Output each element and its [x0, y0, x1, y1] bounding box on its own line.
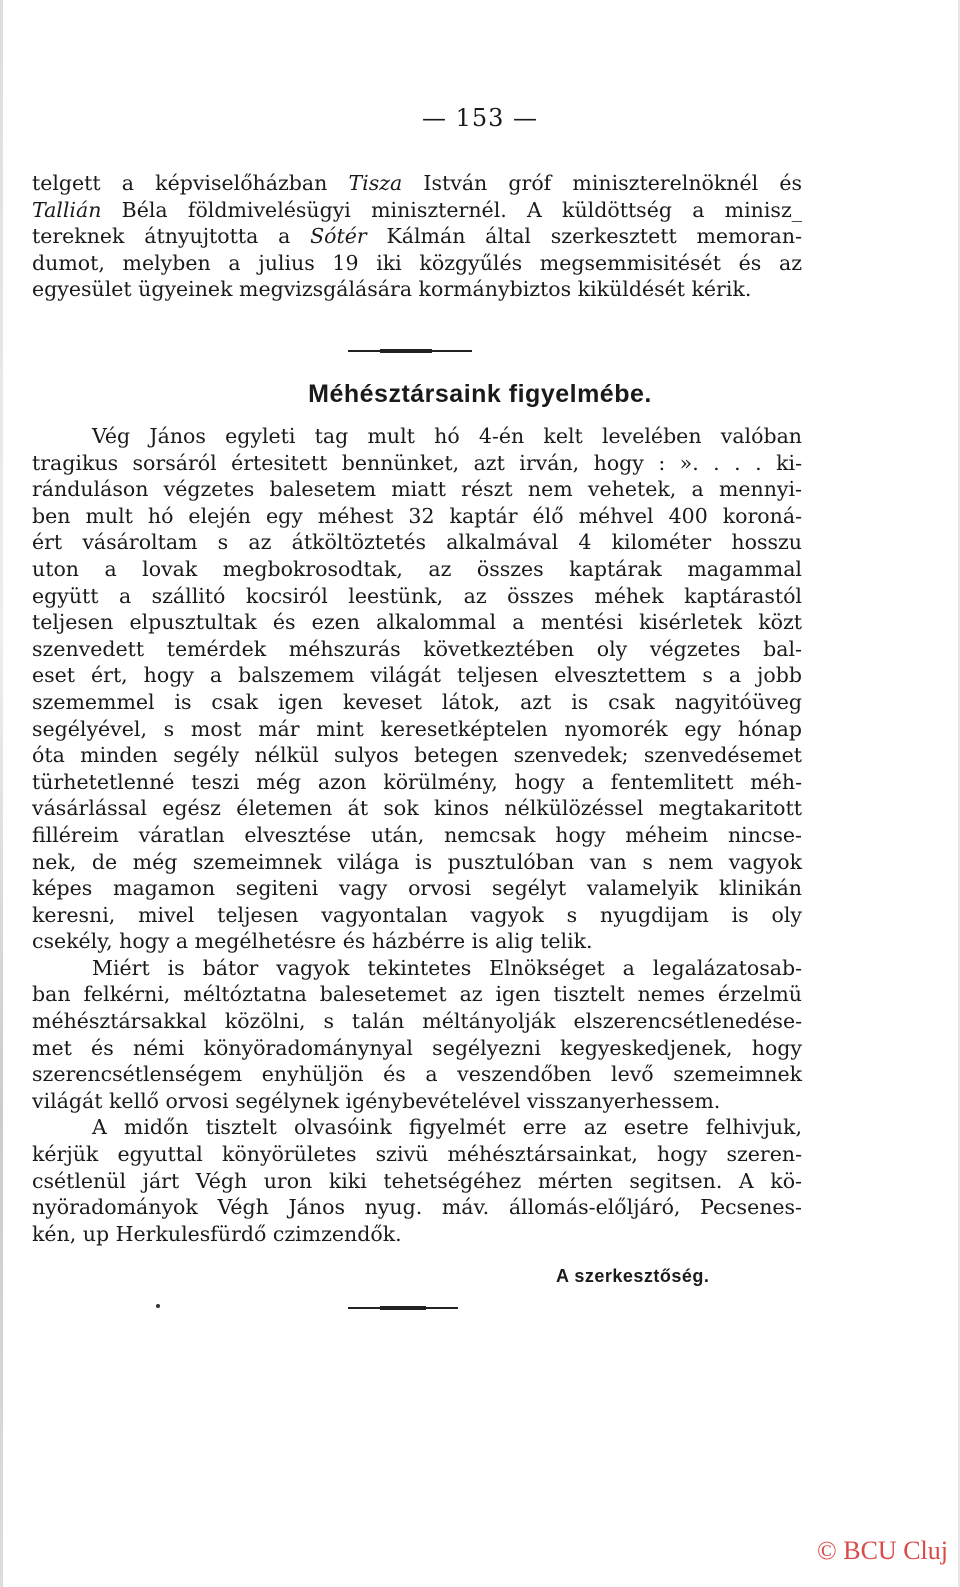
body-line: eset ért, hogy a balszemem világát teljesen elvesztettem s a jobb	[32, 663, 802, 688]
body-line: ben mult hó elején egy méhest 32 kaptár élő méhvel 400 koroná-	[32, 503, 802, 528]
intro-line: tereknek átnyujtotta a Sótér Kálmán által szerkesztett memoran-	[32, 224, 802, 249]
body-line: ért vásároltam s az átköltöztetés alkalmával 4 kilométer hosszu	[32, 530, 802, 555]
body-line: világát kellő orvosi segélynek igénybevételével visszanyerhessem.	[32, 1088, 721, 1113]
body-line: Vég János egyleti tag mult hó 4-én kelt levelében valóban	[92, 424, 802, 448]
body-line: csétlenül járt Végh uron kiki tehetségéhez mérten segitsen. A kö-	[32, 1168, 802, 1193]
page-number: — 153 —	[421, 104, 539, 132]
body-line: teljesen elpusztultak és ezen alkalommal a mentési kisérletek közt	[32, 610, 802, 635]
italic-name: Tisza	[348, 171, 403, 195]
body-line: csekély, hogy a megélhetésre és házbérre is alig telik.	[32, 929, 593, 954]
body-line: türhetetlenné teszi még azon körülmény, hogy a fentemlitett méh-	[32, 769, 802, 794]
italic-name: Tallián	[32, 197, 102, 222]
italic-name: Sótér	[310, 224, 367, 249]
body-line: keresni, mivel teljesen vagyontalan vagyok s nyugdijam is oly	[32, 902, 802, 927]
section-title: Méhésztársaink figyelmébe.	[308, 380, 652, 408]
body-line: Miért is bátor vagyok tekintetes Elnökséget a legalázatosab-	[92, 955, 802, 980]
body-line: nek, de még szemeimnek világa is pusztulóban van s nem vagyok	[32, 849, 802, 874]
body-line: együtt a szállitó kocsiról leestünk, az összes méhek kaptárastól	[32, 583, 802, 608]
watermark: © BCU Cluj	[816, 1536, 948, 1565]
body-line: méhésztársakkal közölni, s talán méltányolják elszerencsétlenedése-	[32, 1009, 802, 1034]
body-line: filléreim váratlan elvesztése után, nemcsak hogy méheim nincse-	[32, 822, 802, 847]
signature: A szerkesztőség.	[556, 1266, 710, 1286]
body-line: A midőn tisztelt olvasóink figyelmét erre az esetre felhivjuk,	[92, 1115, 802, 1140]
scan-edge-left	[0, 0, 3, 1587]
body-line: vásárlással egész életemen át sok kinos nélkülözéssel megtakaritott	[32, 796, 802, 821]
body-line: uton a lovak megbokrosodtak, az összes kaptárak magammal	[32, 556, 802, 581]
section-divider	[348, 350, 472, 352]
intro-line: egyesület ügyeinek megvizsgálására kormánybiztos kiküldését kérik.	[32, 277, 752, 302]
intro-line: Tallián Béla földmivelésügyi miniszternél. A küldöttség a minisz_	[32, 197, 802, 222]
body-line: kérjük egyuttal könyörületes szivü méhésztársainkat, hogy szeren-	[32, 1142, 802, 1167]
body-line: ban felkérni, méltóztatna balesetemet az igen tisztelt nemes érzelmü	[32, 982, 802, 1007]
body-line: szerencsétlenségem enyhüljön és a veszendőben levő szemeimnek	[32, 1062, 802, 1087]
body-line: segélyével, s most már mint keresetképtelen nyomorék egy hónap	[32, 716, 802, 741]
end-divider	[348, 1307, 458, 1309]
intro-line: telgett a képviselőházban Tisza István gróf miniszterelnöknél és	[32, 171, 802, 195]
article-body	[32, 423, 802, 1247]
body-line: ránduláson végzetes balesetem miatt részt nem vehetek, a mennyi-	[32, 477, 802, 502]
body-line: óta minden segély nélkül sulyos betegen szenvedek; szenvedésemet	[32, 743, 802, 768]
body-line: tragikus sorsáról értesitett bennünket, azt irván, hogy : ». . . . ki-	[32, 450, 802, 475]
intro-line: dumot, melyben a julius 19 iki közgyűlés megsemmisitését és az	[32, 250, 802, 275]
body-line: nyöradományok Végh János nyug. máv. állomás-előljáró, Pecsenes-	[32, 1195, 802, 1220]
body-line: képes magamon segiteni vagy orvosi segélyt valamelyik klinikán	[32, 876, 802, 901]
intro-paragraph	[32, 170, 802, 303]
body-line: met és némi könyöradománynyal segélyezni kegyeskedjenek, hogy	[32, 1035, 802, 1060]
body-line: szenvedett temérdek méhszurás következtében oly végzetes bal-	[32, 636, 802, 661]
body-line: szememmel is csak igen keveset látok, azt is csak nagyitóüveg	[32, 689, 802, 714]
body-line: kén, up Herkulesfürdő czimzendők.	[32, 1221, 402, 1246]
stray-dot	[156, 1304, 160, 1308]
